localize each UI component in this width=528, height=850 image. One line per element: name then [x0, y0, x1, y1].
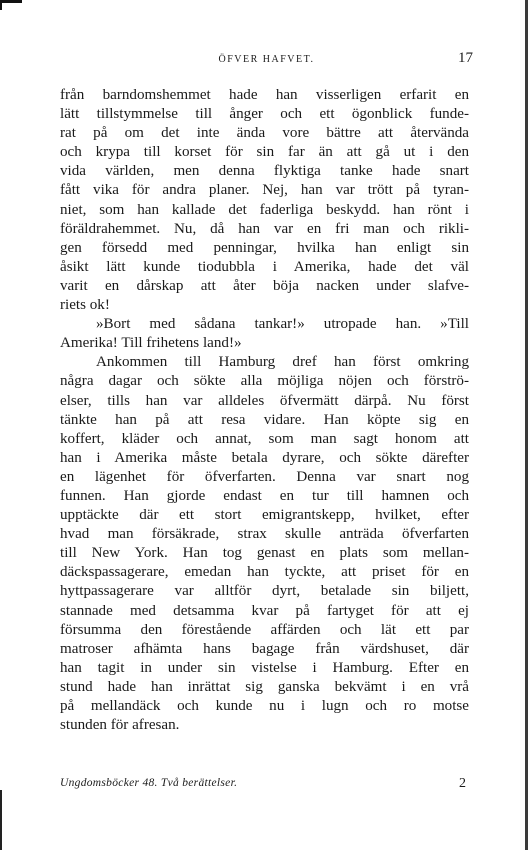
binding-edge-mark	[0, 790, 2, 850]
text-line: han i Amerika måste betala dyrare, och sökte därefter	[60, 449, 469, 466]
text-line: funnen. Han gjorde endast en tur till hamnen och	[60, 487, 469, 504]
text-line: riets ok!	[60, 297, 110, 314]
text-line: koffert, kläder och annat, som man sagt honom att	[60, 430, 469, 447]
corner-crop-mark	[0, 0, 22, 10]
text-line: hyttpassagerare var alltför dyrt, betalade sin biljett,	[60, 583, 469, 600]
text-line: tänkte han på att resa vidare. Han köpte sig en	[60, 411, 469, 428]
text-line: några dagar och sökte alla möjliga nöjen och förströ-	[60, 373, 469, 390]
text-line: »Bort med sådana tankar!» utropade han. »Till	[96, 316, 469, 333]
text-line: stannade med detsamma kvar på fartyget för att ej	[60, 602, 469, 619]
text-line: åsikt lätt kunde tiodubbla i Amerika, hade det väl	[60, 258, 469, 275]
text-line: han tagit in under sin vistelse i Hamburg. Efter en	[60, 659, 469, 676]
text-line: niet, som han kallade det faderliga beskydd. han rönt i	[60, 201, 469, 218]
page-footer	[60, 777, 468, 797]
text-line: försumma den förestående affärden och lät ett par	[60, 621, 469, 638]
text-line: stund hade han inrättat sig ganska bekvämt i en vrå	[60, 678, 469, 695]
text-line: matroser afhämta hans bagage från värdshuset, där	[60, 640, 469, 657]
text-line: från barndomshemmet hade han visserligen erfarit en	[60, 87, 469, 103]
text-line: föräldrahemmet. Nu, då han var en fri man och rikli-	[60, 220, 469, 237]
running-title: ÖFVER HAFVET.	[218, 54, 315, 65]
text-line: lätt tillstymmelse till ånger och ett ögonblick funde-	[60, 106, 469, 123]
text-line: till New York. Han tog genast en plats som mellan-	[60, 545, 469, 562]
text-line: varit en dårskap att åter böja nacken under slafve-	[60, 277, 469, 294]
text-line: fått vika för andra planer. Nej, han var trött på tyran-	[60, 182, 469, 199]
text-line: hvad man försäkrade, strax skulle anträda öfverfarten	[60, 526, 469, 543]
text-line: Amerika! Till frihetens land!»	[60, 335, 242, 352]
text-line: upptäckte där ett stort emigrantskepp, hvilket, efter	[60, 507, 469, 524]
body-text	[60, 86, 469, 735]
text-line: gen försedd med penningar, hvilka han enligt sin	[60, 239, 469, 256]
printer-signature: Ungdomsböcker 48. Två berättelser.	[60, 777, 238, 789]
page-header	[60, 50, 473, 74]
text-line: en lägenhet för öfverfarten. Denna var snart nog	[60, 468, 469, 485]
text-line: stunden för afresan.	[60, 717, 180, 734]
text-line: Ankommen till Hamburg dref han först omkring	[96, 354, 469, 371]
text-line: rat på om det inte ända vore bättre att återvända	[60, 125, 469, 142]
text-line: på mellandäck och kunde nu i lugn och ro motse	[60, 698, 469, 714]
text-line: elser, tills han var alldeles öfvermätt därpå. Nu först	[60, 392, 469, 409]
signature-number: 2	[459, 776, 466, 791]
text-line: däckspassagerare, emedan han tyckte, att priset för en	[60, 564, 469, 581]
text-line: och krypa till korset för sin far än att gå ut i den	[60, 144, 469, 161]
page-number: 17	[458, 50, 473, 66]
text-line: vida världen, men denna flyktiga tanke hade snart	[60, 163, 469, 180]
